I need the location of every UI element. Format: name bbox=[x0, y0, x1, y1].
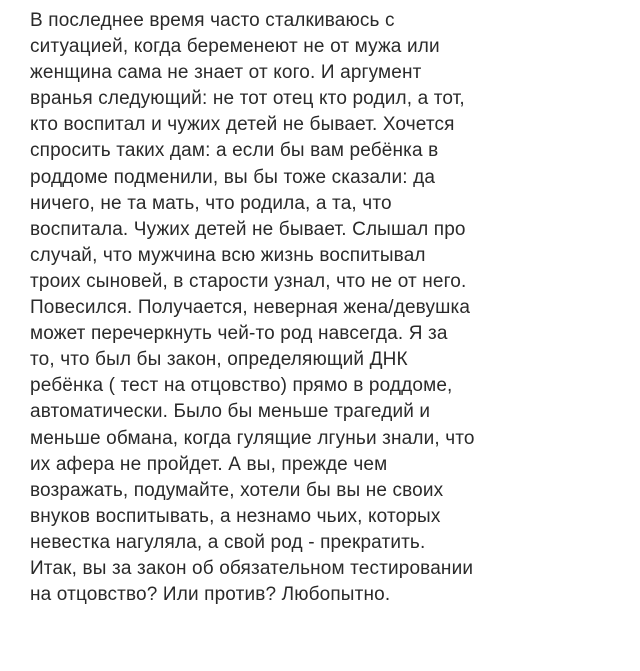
text-line: роддоме подменили, вы бы тоже сказали: да bbox=[30, 166, 436, 188]
text-line: меньше обмана, когда гулящие лгуньи знали, что bbox=[30, 427, 475, 449]
text-line: ничего, не та мать, что родила, а та, что bbox=[30, 192, 392, 214]
text-line: на отцовство? Или против? Любопытно. bbox=[30, 584, 391, 606]
text-line: В последнее время часто сталкиваюсь с bbox=[30, 10, 395, 31]
text-line: вранья следующий: не тот отец кто родил, а тот, bbox=[30, 88, 465, 110]
text-line: возражать, подумайте, хотели бы вы не своих bbox=[30, 479, 444, 501]
text-line: Повесился. Получается, неверная жена/девушка bbox=[30, 297, 471, 319]
text-line: женщина сама не знает от кого. И аргумент bbox=[30, 62, 422, 84]
text-line: внуков воспитывать, а незнамо чьих, которых bbox=[30, 505, 441, 527]
text-line: может перечеркнуть чей-то род навсегда. Я за bbox=[30, 323, 448, 345]
text-line: кто воспитал и чужих детей не бывает. Хочется bbox=[30, 114, 455, 136]
text-line: ситуацией, когда беременеют не от мужа или bbox=[30, 36, 440, 58]
text-line: автоматически. Было бы меньше трагедий и bbox=[30, 401, 431, 423]
text-line: ребёнка ( тест на отцовство) прямо в роддоме, bbox=[30, 375, 453, 397]
text-line: Итак, вы за закон об обязательном тестировании bbox=[30, 557, 474, 579]
text-line: их афера не пройдет. А вы, прежде чем bbox=[30, 453, 388, 475]
text-line: спросить таких дам: а если бы вам ребёнка в bbox=[30, 140, 439, 162]
text-line: воспитала. Чужих детей не бывает. Слышал про bbox=[30, 218, 466, 240]
text-line: случай, что мужчина всю жизнь воспитывал bbox=[30, 244, 426, 266]
text-line: то, что был бы закон, определяющий ДНК bbox=[30, 349, 408, 371]
text-line: невестка нагуляла, а свой род - прекратить. bbox=[30, 531, 426, 553]
text-line: троих сыновей, в старости узнал, что не от него. bbox=[30, 270, 467, 292]
